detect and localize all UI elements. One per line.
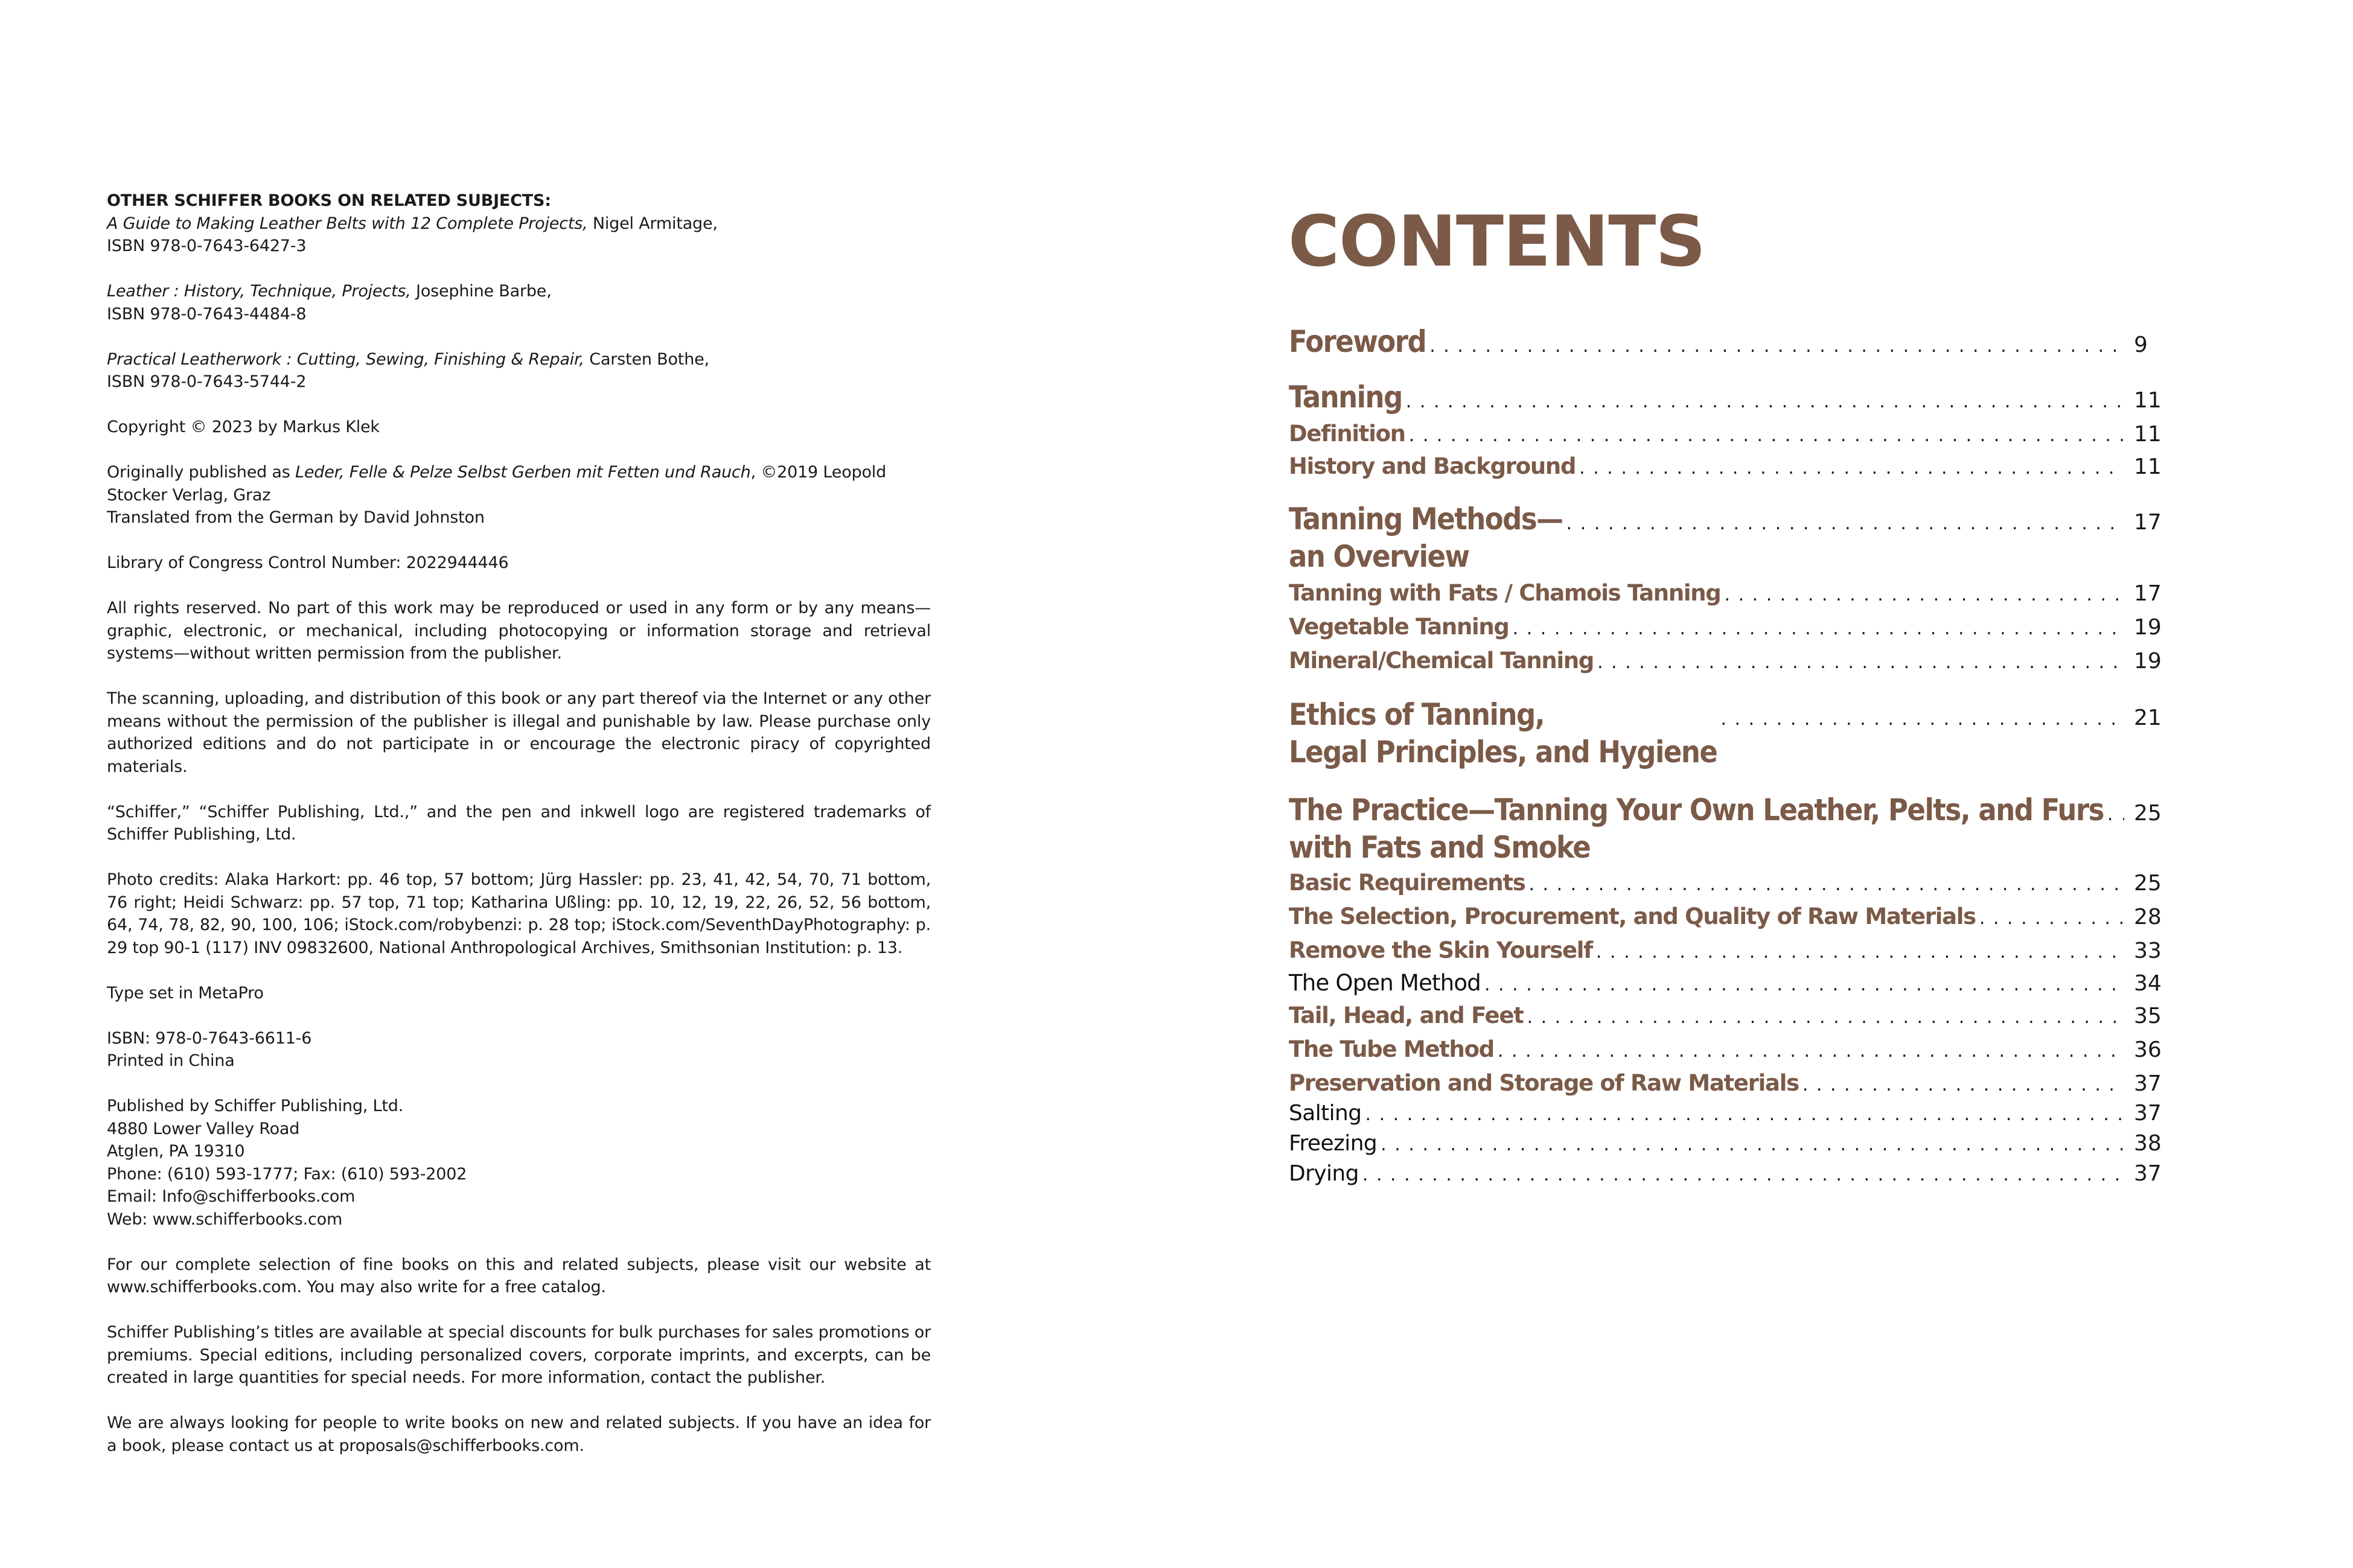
related-books: [107, 190, 931, 258]
publisher-line: Phone: (610) 593-1777; Fax: (610) 593-2002: [107, 1164, 467, 1184]
dot-leader: [1429, 336, 2124, 357]
toc-entry-label-line: Definition: [1289, 421, 1405, 447]
toc-entry-label-line: Foreword: [1289, 324, 1426, 359]
toc-entry-label-line: Salting: [1289, 1101, 1362, 1126]
dot-leader: [1566, 513, 2124, 534]
publisher-email: Email: Info@schifferbooks.com: [107, 1187, 356, 1206]
publisher-line: Published by Schiffer Publishing, Ltd.: [107, 1097, 404, 1115]
toc-entry[interactable]: [1289, 791, 2168, 866]
isbn-block: [107, 1027, 931, 1072]
toc-entry-label-line: Legal Principles, and Hygiene: [1289, 735, 1717, 770]
dot-leader: [1362, 1164, 2124, 1185]
piracy-statement: The scanning, uploading, and distribution of this book or any part thereof via the Internet or any other means without the permission of the publisher is illegal and punishable by law. Please purchase only authorized editions and do not participate in or encourage the electronic piracy of copyrighted materials.: [107, 689, 931, 776]
toc-entry-label-line: Drying: [1289, 1161, 1359, 1186]
toc-entry-label: [1289, 696, 1717, 771]
photo-credits: Photo credits: Alaka Harkort: pp. 46 top, 57 bottom; Jürg Hassler: pp. 23, 41, 42, 54, 70, 71 bottom, 76 right; Heidi Schwarz: pp. 57 top, 71 top; Katharina Ußling: pp. 10, 12, 19, 22, 26, 52, 56 bottom, 64, 74, 78, 82, 90, 100, 106; iStock.com/robybenzi: p. 28 top; iStock.com/SeventhDayPhotography: p. 29 top 90-1 (117) INV 09832600, National Anthropological Archives, Smithsonian Institution: p. 13.: [107, 870, 931, 957]
toc-entry[interactable]: [1289, 452, 2168, 481]
toc-entry[interactable]: [1289, 1159, 2168, 1188]
dot-leader: [1579, 457, 2124, 479]
toc-entry[interactable]: [1289, 1129, 2168, 1158]
toc-page-number: 38: [2134, 1131, 2162, 1156]
dot-leader: [1484, 974, 2124, 995]
toc-entry-label: [1289, 1099, 1362, 1128]
publisher-line: 4880 Lower Valley Road: [107, 1119, 300, 1138]
toc-entry-label-line: Tanning with Fats / Chamois Tanning: [1289, 580, 1721, 606]
toc-page-number: 17: [2134, 510, 2162, 535]
website-note: For our complete selection of fine books on this and related subjects, please visit our website at www.schifferbooks.com. You may also write for a free catalog.: [107, 1255, 931, 1296]
related-book: [107, 280, 931, 325]
toc-page-number: 37: [2134, 1101, 2162, 1126]
toc-entry-label-line: Preservation and Storage of Raw Materials: [1289, 1070, 1799, 1096]
discounts-note: Schiffer Publishing’s titles are available at special discounts for bulk purchases for sales promotions or premiums. Special editions, including personalized covers, corporate imprints, and excerpts, can be created in large quantities for special needs. For more information, contact the publisher.: [107, 1323, 931, 1387]
toc-entry[interactable]: [1289, 1001, 2168, 1030]
related-book-author: Carsten Bothe,: [584, 349, 709, 369]
dot-leader: [1498, 1041, 2124, 1062]
toc-page-number: 37: [2134, 1071, 2162, 1096]
toc-entry-label-line: Freezing: [1289, 1131, 1378, 1156]
lccn: Library of Congress Control Number: 2022944446: [107, 553, 509, 572]
related-book: [107, 348, 931, 394]
toc-entry-label-line: an Overview: [1289, 539, 1469, 574]
toc-entry-label-line: Tanning Methods—: [1289, 502, 1563, 537]
toc-entry-label: [1289, 936, 1592, 965]
dot-leader: [1365, 1104, 2125, 1125]
toc-entry[interactable]: [1289, 378, 2168, 416]
related-book-isbn: ISBN 978-0-7643-5744-2: [107, 372, 307, 391]
toc-entry-label: [1289, 323, 1426, 360]
dot-leader: [1979, 908, 2124, 929]
toc-entry[interactable]: [1289, 936, 2168, 965]
toc-entry-label-line: Basic Requirements: [1289, 870, 1525, 896]
toc-page-number: 19: [2134, 615, 2162, 640]
toc-entry-label-line: The Practice—Tanning Your Own Leather, Pelts, and Furs: [1289, 792, 2104, 827]
toc-entry[interactable]: [1289, 646, 2168, 675]
related-book-title: Practical Leatherwork : Cutting, Sewing, Finishing & Repair,: [107, 349, 584, 369]
printed-in: Printed in China: [107, 1051, 235, 1070]
publisher-address: [107, 1095, 931, 1231]
toc-page-number: 37: [2134, 1161, 2162, 1186]
table-of-contents: [1289, 323, 2168, 1188]
copyright-page: [0, 0, 1176, 1568]
toc-entry-label: [1289, 1069, 1799, 1098]
dot-leader: [1802, 1074, 2124, 1095]
toc-entry-label: [1289, 1159, 1359, 1188]
toc-entry-label: [1289, 902, 1976, 931]
toc-entry-label-line: History and Background: [1289, 453, 1576, 479]
toc-entry-label-line: Tail, Head, and Feet: [1289, 1002, 1524, 1028]
toc-page-number: 19: [2134, 649, 2162, 674]
toc-entry-label: [1289, 378, 1402, 416]
contents-page: [1176, 0, 2353, 1568]
original-publication: [107, 461, 931, 529]
related-book-title: Leather : History, Technique, Projects,: [107, 282, 411, 301]
toc-entry-label-line: Vegetable Tanning: [1289, 614, 1509, 640]
toc-entry[interactable]: [1289, 1069, 2168, 1098]
toc-entry-label-line: Mineral/Chemical Tanning: [1289, 648, 1594, 674]
toc-entry[interactable]: [1289, 868, 2168, 897]
toc-entry-label-line: Ethics of Tanning,: [1289, 697, 1545, 732]
toc-entry[interactable]: [1289, 579, 2168, 608]
dot-leader: [1527, 1007, 2124, 1028]
dot-leader: [1720, 709, 2124, 730]
toc-entry-label: [1289, 1129, 1377, 1158]
toc-entry[interactable]: [1289, 500, 2168, 575]
dot-leader: [1409, 425, 2124, 446]
toc-entry[interactable]: [1289, 1099, 2168, 1128]
toc-entry-label: [1289, 500, 1563, 575]
proposals-note: We are always looking for people to write books on new and related subjects. If you have an idea for a book, please contact us at proposals@schifferbooks.com.: [107, 1413, 931, 1455]
original-title: Leder, Felle & Pelze Selbst Gerben mit Fetten und Rauch: [295, 463, 751, 482]
toc-entry[interactable]: [1289, 1035, 2168, 1064]
related-books-heading: OTHER SCHIFFER BOOKS ON RELATED SUBJECTS:: [107, 191, 551, 210]
toc-entry[interactable]: [1289, 902, 2168, 931]
toc-page-number: 28: [2134, 905, 2162, 929]
toc-entry-label-line: Tanning: [1289, 380, 1402, 415]
toc-entry[interactable]: [1289, 613, 2168, 642]
toc-entry-label: [1289, 969, 1481, 998]
toc-page-number: 25: [2134, 801, 2162, 826]
toc-entry[interactable]: [1289, 419, 2168, 448]
copyright-text-block: [107, 190, 931, 1480]
dot-leader: [1725, 584, 2125, 605]
related-book-isbn: ISBN 978-0-7643-6427-3: [107, 237, 307, 255]
trademark-statement: “Schiffer,” “Schiffer Publishing, Ltd.,” and the pen and inkwell logo are registered trademarks of Schiffer Publishing, Ltd.: [107, 802, 931, 844]
toc-page-number: 11: [2134, 388, 2162, 413]
toc-entry-label-line: The Selection, Procurement, and Quality of Raw Materials: [1289, 904, 1976, 929]
dot-leader: [1528, 874, 2124, 895]
dot-leader: [1597, 652, 2124, 673]
contents-title: CONTENTS: [1288, 201, 1705, 282]
related-book-isbn: ISBN 978-0-7643-4484-8: [107, 304, 307, 323]
rights-statement: All rights reserved. No part of this work may be reproduced or used in any form or by any means—graphic, electronic, or mechanical, including photocopying or information storage and retrieval systems—without written permission from the publisher.: [107, 599, 931, 663]
publisher-web: Web: www.schifferbooks.com: [107, 1209, 343, 1229]
translator-credit: Translated from the German by David Johnston: [107, 508, 485, 527]
toc-page-number: 36: [2134, 1037, 2162, 1062]
toc-entry-label-line: with Fats and Smoke: [1289, 830, 1591, 865]
toc-entry-label: [1289, 791, 2104, 866]
toc-entry-label: [1289, 579, 1721, 608]
toc-entry[interactable]: [1289, 696, 2168, 771]
related-book-author: Josephine Barbe,: [410, 282, 552, 301]
copyright-notice: Copyright © 2023 by Markus Klek: [107, 418, 380, 436]
related-book-title: A Guide to Making Leather Belts with 12 Complete Projects,: [107, 214, 588, 233]
toc-page-number: 11: [2134, 454, 2162, 479]
isbn: ISBN: 978-0-7643-6611-6: [107, 1028, 312, 1048]
dot-leader: [1596, 942, 2124, 963]
toc-page-number: 33: [2134, 939, 2162, 963]
toc-page-number: 25: [2134, 871, 2162, 896]
toc-page-number: 35: [2134, 1004, 2162, 1028]
toc-entry-label: [1289, 419, 1405, 448]
toc-entry-label: [1289, 868, 1525, 897]
publisher-line: Atglen, PA 19310: [107, 1142, 245, 1161]
toc-entry-label: [1289, 613, 1509, 642]
toc-page-number: 34: [2134, 971, 2162, 996]
typeset-note: Type set in MetaPro: [107, 983, 264, 1002]
original-pre: Originally published as: [107, 463, 296, 482]
toc-entry[interactable]: [1289, 969, 2168, 998]
toc-entry-label: [1289, 646, 1594, 675]
toc-entry-label: [1289, 452, 1576, 481]
toc-entry-label-line: Remove the Skin Yourself: [1289, 937, 1592, 963]
toc-page-number: 9: [2134, 333, 2148, 357]
toc-page-number: 17: [2134, 581, 2162, 606]
dot-leader: [2107, 804, 2124, 825]
toc-entry-label-line: The Tube Method: [1289, 1036, 1494, 1062]
related-book-author: Nigel Armitage,: [587, 214, 718, 233]
dot-leader: [1406, 391, 2124, 412]
toc-entry[interactable]: [1289, 323, 2168, 360]
dot-leader: [1381, 1134, 2124, 1155]
toc-entry-label: [1289, 1035, 1494, 1064]
toc-page-number: 21: [2134, 706, 2162, 730]
toc-page-number: 11: [2134, 422, 2162, 447]
toc-entry-label: [1289, 1001, 1524, 1030]
toc-entry-label-line: The Open Method: [1289, 970, 1481, 996]
dot-leader: [1513, 618, 2124, 639]
original-post: , ©2019 Leopold Stocker Verlag, Graz: [107, 463, 887, 505]
